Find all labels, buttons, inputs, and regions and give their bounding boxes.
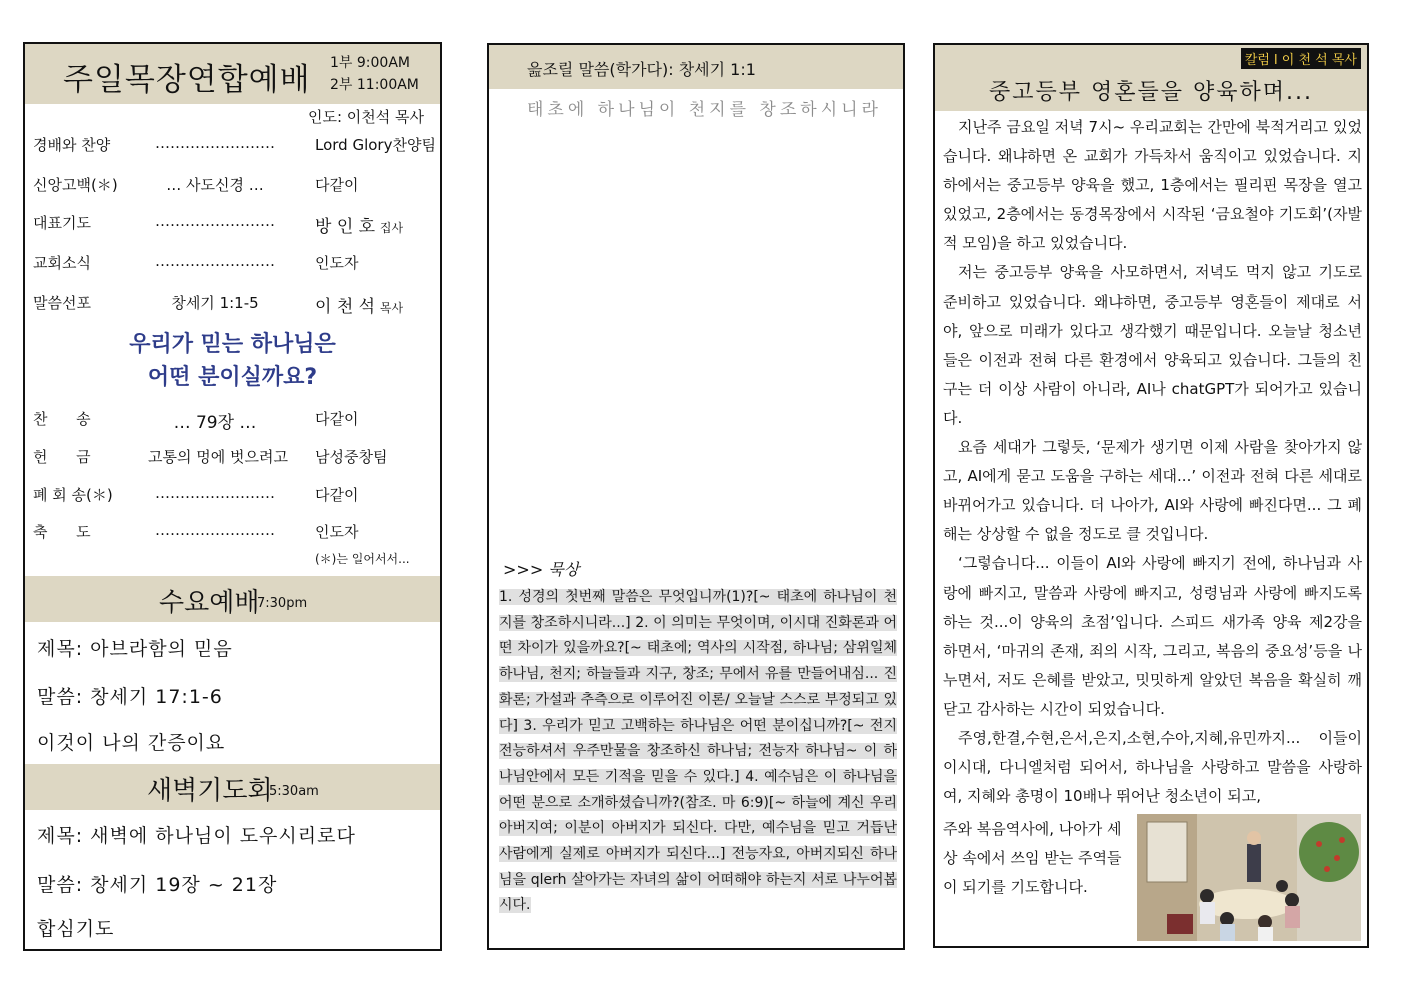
wednesday-time: 7:30pm — [257, 596, 308, 611]
order-person: 남성중창팀 — [315, 448, 388, 466]
column-paragraph: ‘그렇습니다... 이들이 AI와 사랑에 빠지기 전에, 하나님과 사랑에 빠지고, 말씀과 사랑에 빠지고, 성령님과 사랑에 빠지도록 하는 것...이 양육의 초점’입니다. 스피드 새가족 양육 제2강을 하면서, ‘마귀의 존재, 죄의 시작, 그리고, 복음의 중요성’등을 나누면서, 저도 은혜를 받았고, 밋밋하게 알았던 복음을 확실히 깨닫고 감사하는 시간이 되었습니다. — [943, 554, 1362, 718]
dawn-scripture: 말씀: 창세기 19장 ~ 21장 — [37, 874, 278, 896]
dawn-title: 새벽기도회 — [147, 776, 273, 806]
order-item: 폐 회 송(＊) — [33, 486, 113, 504]
sunday-time-1: 1부 9:00AM — [330, 55, 410, 71]
column-header — [935, 45, 1367, 111]
order-person: 다같이 — [315, 176, 359, 194]
sunday-leader: 인도: 이천석 목사 — [308, 108, 425, 126]
order-item: 축 도 — [33, 523, 91, 541]
column-closing: 주와 복음역사에, 나아가 세상 속에서 쓰임 받는 주역들이 되기를 기도합니다. — [943, 820, 1122, 897]
order-row — [25, 134, 440, 156]
order-item: 말씀선포 — [33, 294, 91, 312]
youth-group-photo — [1137, 814, 1361, 941]
meditation-text: 1. 성경의 첫번째 말씀은 무엇입니까(1)?[~ 태초에 하나님이 천지를 창조하시니라...] 2. 이 의미는 무엇이며, 이시대 진화론과 어떤 차이가 있을까요?[~ 태초에; 역사의 시작점, 하나님; 삼위일체 하나님, 천지; 하늘들과 지구, 창조; 무에서 유를 만들어내심... 진화론; 가설과 추측으로 이루어진 이론/ 오늘날 스스로 부정되고 있다] 3. 우리가 믿고 고백하는 하나님은 어떤 분이십니까?[~ 전지전능하셔서 우주만물을 창조하신 하나님; 전능자 하나님~ 이 하나님안에서 모든 기적을 믿을 수 있다.] 4. 예수님은 이 하나님을 어떤 분으로 소개하셨습니까?(참조. 마 6:9)[~ 하늘에 계신 우리 아버지여; 이분이 아버지가 되신다. 다만, 예수님을 믿고 거듭난 사람에게 실제로 아버지가 되신다...] 전능자요, 아버지되신 하나님을 qlerh 살아가는 자녀의 삶이 어떠해야 하는지 서로 나누어봅시다. — [499, 589, 897, 914]
column-paragraph: 요즘 세대가 그렇듯, ‘문제가 생기면 이제 사람을 찾아가지 않고, AI에게 묻고 도움을 구하는 세대...’ 이전과 전혀 다른 세대로 바뀌어가고 있습니다. 더 나아가, AI와 사랑에 빠진다면... 그 폐해는 상상할 수 없을 정도로 클 것입니다. — [943, 438, 1362, 544]
column-paragraph: 주영,한결,수현,은서,은지,소현,수아,지혜,유민까지... 이들이 이시대, 다니엘처럼 되어서, 하나님을 사랑하고 말씀을 사랑하여, 지혜와 총명이 10배나 뛰어난 청소년이 되고, — [943, 728, 1362, 806]
order-row — [25, 174, 440, 196]
order-detail: …………………… — [155, 484, 275, 502]
column-paragraph: 지난주 금요일 저녁 7시~ 우리교회는 간만에 북적거리고 있었습니다. 왜냐하면 온 교회가 가득차서 움직이고 있었습니다. 지하에서는 중고등부 양육을 했고, 1층에서는 필리핀 목장을 열고 있었고, 2층에서는 동경목장에서 시작된 ‘금요철야 기도회’(자발적 모임)을 하고 있었습니다. — [943, 118, 1362, 253]
recitation-title: 읊조릴 말씀(학가다): 창세기 1:1 — [527, 60, 756, 79]
recitation-panel — [487, 43, 905, 950]
order-person: 방 인 호 집사 — [315, 217, 404, 237]
order-row — [25, 252, 440, 274]
dawn-subject: 제목: 새벽에 하나님이 도우시리로다 — [37, 825, 356, 847]
order-person: 이 천 석 목사 — [315, 297, 404, 317]
sermon-theme-line: 우리가 믿는 하나님은 — [129, 332, 336, 357]
sunday-times — [330, 52, 419, 96]
order-item: 헌 금 — [33, 448, 91, 466]
column-body — [943, 113, 1362, 811]
order-row — [25, 212, 440, 237]
order-detail: … 79장 … — [173, 413, 257, 433]
wednesday-scripture: 말씀: 창세기 17:1-6 — [37, 686, 223, 708]
order-detail: …………………… — [155, 134, 275, 152]
order-detail: 창세기 1:1-5 — [171, 294, 259, 312]
order-detail: …………………… — [155, 212, 275, 230]
order-row — [25, 484, 440, 506]
order-person: 인도자 — [315, 254, 359, 272]
order-item: 찬 송 — [33, 410, 91, 428]
wednesday-title: 수요예배 — [159, 588, 260, 618]
order-row — [25, 446, 440, 468]
order-person: Lord Glory찬양팀 — [315, 136, 436, 154]
order-detail: …………………… — [155, 521, 275, 539]
order-person: 다같이 — [315, 486, 359, 504]
dawn-header — [25, 764, 440, 810]
order-item: 경배와 찬양 — [33, 136, 111, 154]
wednesday-testimony: 이것이 나의 간증이요 — [37, 732, 226, 754]
order-person: 인도자 — [315, 523, 359, 541]
order-item: 대표기도 — [33, 214, 91, 232]
dawn-prayer: 합심기도 — [37, 918, 115, 940]
sermon-theme — [25, 328, 440, 394]
recitation-verse: 태초에 하나님이 천지를 창조하시니라 — [527, 100, 882, 120]
sunday-title: 주일목장연합예배 — [63, 62, 311, 98]
wednesday-header — [25, 576, 440, 622]
order-row — [25, 408, 440, 433]
column-panel — [933, 43, 1369, 948]
dawn-time: 5:30am — [269, 784, 319, 799]
column-paragraph: 저는 중고등부 양육을 사모하면서, 저녁도 먹지 않고 기도로 준비하고 있었습니다. 왜냐하면, 중고등부 영혼들이 제대로 서야, 앞으로 미래가 있다고 생각했기 때문입니다. 오늘날 청소년들은 이전과 전혀 다른 환경에서 양육되고 있습니다. 그들의 친구는 더 이상 사람이 아니라, AI나 chatGPT가 되어가고 있습니다. — [943, 263, 1362, 427]
sermon-theme-line: 어떤 분이실까요? — [147, 365, 318, 390]
standing-note: (＊)는 일어서서... — [315, 552, 410, 566]
recitation-header — [489, 45, 903, 89]
column-tag: 칼럼 l 이 천 석 목사 — [1241, 48, 1361, 69]
wednesday-subject: 제목: 아브라함의 믿음 — [37, 638, 233, 660]
order-detail: … 사도신경 … — [166, 176, 264, 194]
order-row — [25, 521, 440, 543]
order-person: 다같이 — [315, 410, 359, 428]
order-detail: …………………… — [155, 252, 275, 270]
sunday-time-2: 2부 11:00AM — [330, 77, 419, 93]
worship-schedule-panel — [23, 42, 442, 951]
column-title: 중고등부 영혼들을 양육하며... — [989, 80, 1313, 105]
order-row — [25, 292, 440, 317]
order-item: 신앙고백(＊) — [33, 176, 118, 194]
order-item: 교회소식 — [33, 254, 91, 272]
meditation-label: >>> 묵상 — [503, 560, 580, 579]
sunday-header — [25, 44, 440, 104]
order-detail: 고통의 멍에 벗으려고 — [148, 448, 288, 466]
